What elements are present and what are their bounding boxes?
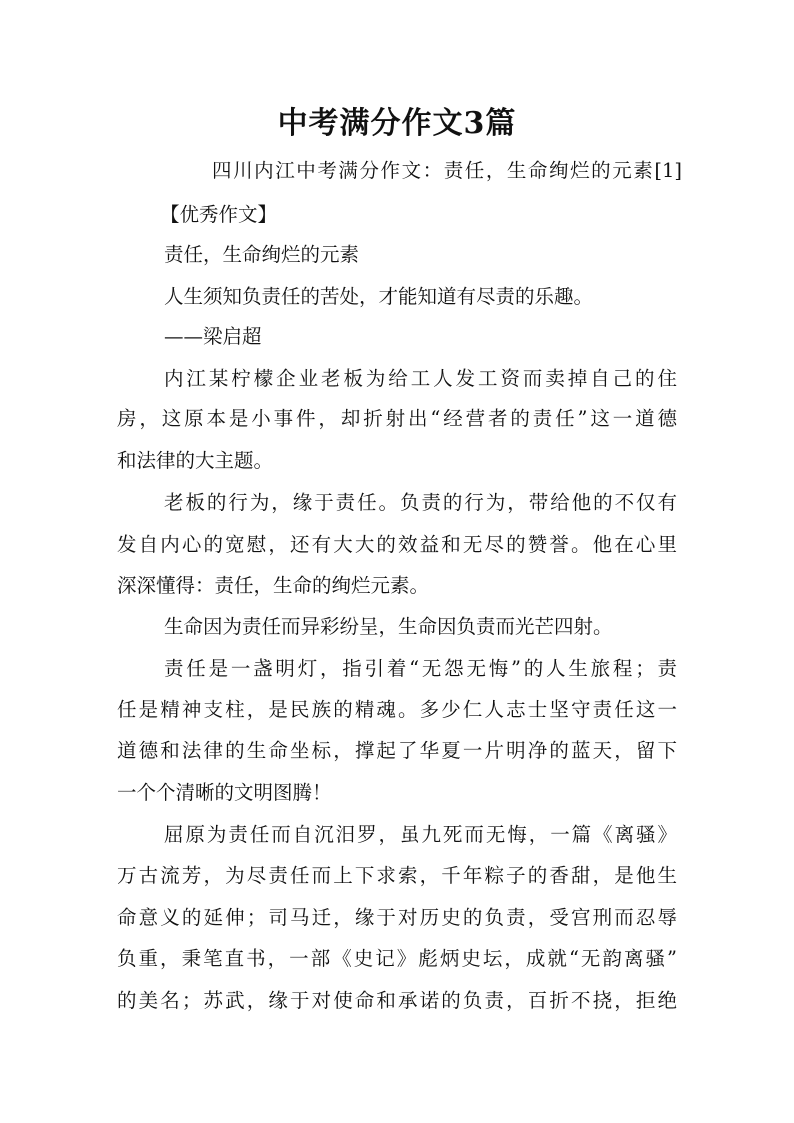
body-line: 房，这原本是小事件，却折射出“经营者的责任”这一道德 — [117, 407, 677, 430]
body-line: 生命因为责任而异彩纷呈，生命因负责而光芒四射。 — [164, 615, 613, 638]
body-line: 一个个清晰的文明图腾！ — [117, 781, 332, 804]
essay-title: 责任，生命绚烂的元素 — [164, 243, 360, 266]
body-line: 和法律的大主题。 — [117, 449, 274, 472]
body-line: 老板的行为，缘于责任。负责的行为，带给他的不仅有 — [164, 491, 677, 514]
body-line: 万古流芳，为尽责任而上下求索，千年粽子的香甜，是他生 — [117, 864, 677, 887]
epigraph-quote: 人生须知负责任的苦处，才能知道有尽责的乐趣。 — [164, 285, 594, 308]
body-line: 屈原为责任而自沉汨罗，虽九死而无悔，一篇《离骚》 — [164, 823, 677, 846]
essay-subtitle: 四川内江中考满分作文：责任，生命绚烂的元素[1] — [212, 159, 682, 182]
page-title: 中考满分作文3篇 — [277, 106, 517, 141]
epigraph-author: ——梁启超 — [164, 325, 262, 348]
section-label: 【优秀作文】 — [160, 203, 278, 226]
body-line: 内江某柠檬企业老板为给工人发工资而卖掉自己的住 — [164, 367, 677, 390]
body-line: 道德和法律的生命坐标，撑起了华夏一片明净的蓝天，留下 — [117, 739, 677, 762]
body-line: 发自内心的宽慰，还有大大的效益和无尽的赞誉。他在心里 — [117, 533, 677, 556]
body-line: 命意义的延伸；司马迁，缘于对历史的负责，受宫刑而忍辱 — [117, 906, 677, 929]
body-line: 任是精神支柱，是民族的精魂。多少仁人志士坚守责任这一 — [117, 698, 677, 721]
body-line: 责任是一盏明灯，指引着“无怨无悔”的人生旅程；责 — [164, 657, 677, 680]
body-line: 的美名；苏武，缘于对使命和承诺的负责，百折不挠，拒绝 — [117, 989, 677, 1012]
body-line: 负重，秉笔直书，一部《史记》彪炳史坛，成就“无韵离骚” — [117, 947, 677, 970]
body-line: 深深懂得：责任，生命的绚烂元素。 — [117, 574, 430, 597]
